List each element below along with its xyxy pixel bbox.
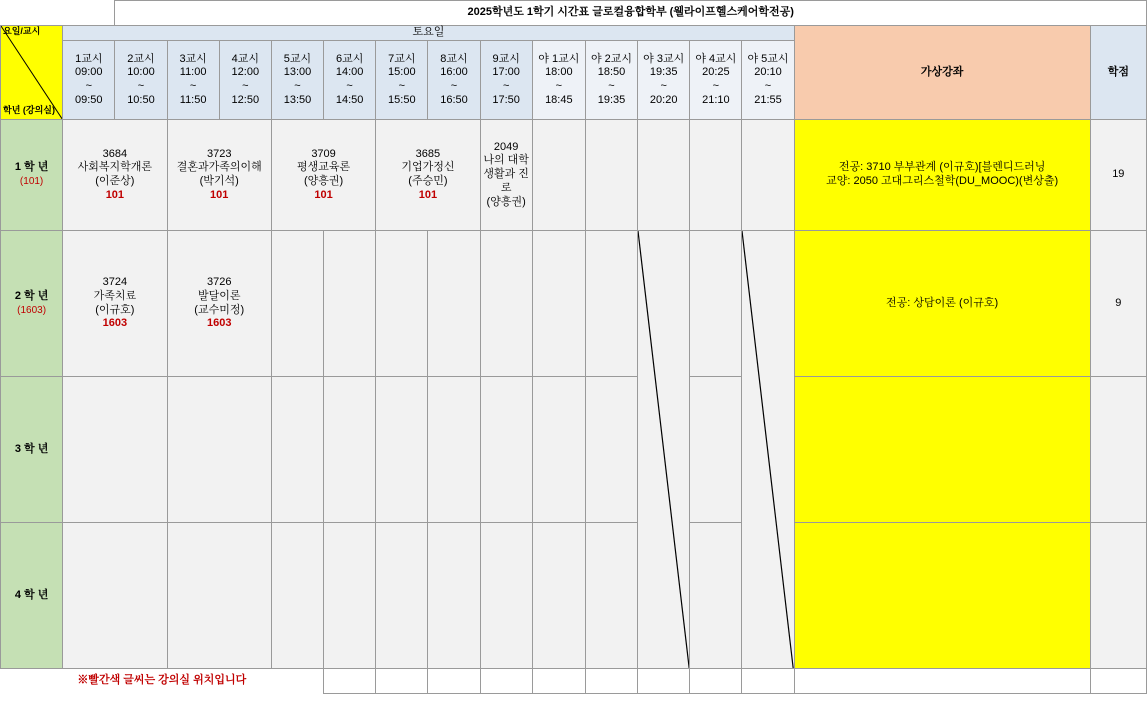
period-header-4: 4교시 12:00 ~ 12:50 — [219, 41, 271, 120]
table-row — [1, 377, 1147, 523]
note-spacer — [428, 669, 480, 694]
empty-cell — [742, 120, 794, 231]
note-spacer — [585, 669, 637, 694]
grade-room: (101) — [19, 176, 44, 187]
period-header-night-2: 야 2교시 18:50 ~ 19:35 — [585, 41, 637, 120]
class-name: 가족치료 — [93, 289, 137, 302]
period-header-6: 6교시 14:00 ~ 14:50 — [324, 41, 376, 120]
period-end: 11:50 — [179, 93, 207, 106]
table-row — [1, 523, 1147, 669]
period-name: 야 3교시 — [643, 52, 685, 65]
note-spacer — [1090, 669, 1146, 694]
empty-cell — [63, 523, 167, 669]
period-end: 16:50 — [440, 93, 468, 106]
period-start: 13:00 — [283, 66, 312, 79]
period-start: 11:00 — [179, 66, 207, 79]
virtual-lecture-cell — [794, 377, 1090, 523]
night-blocked-cell — [638, 231, 690, 669]
period-name: 야 1교시 — [538, 52, 580, 65]
period-start: 18:50 — [597, 66, 626, 79]
grade-text: 2 학 년 — [14, 289, 49, 302]
class-professor: (주승민) — [408, 175, 448, 187]
period-end: 18:45 — [545, 93, 573, 106]
grade-text: 3 학 년 — [14, 442, 49, 455]
grade-label-1 — [1, 120, 63, 231]
class-code: 3723 — [206, 147, 232, 160]
period-header-1: 1교시 09:00 ~ 09:50 — [63, 41, 115, 120]
note-spacer — [532, 669, 585, 694]
class-code: 3726 — [206, 276, 232, 288]
period-header-night-5: 야 5교시 20:10 ~ 21:55 — [742, 41, 794, 120]
period-end: 14:50 — [335, 93, 364, 106]
class-code: 3709 — [311, 147, 336, 160]
credit-cell — [1090, 523, 1146, 669]
empty-cell — [585, 377, 637, 523]
period-start: 14:00 — [335, 66, 364, 79]
period-name: 9교시 — [492, 52, 520, 65]
class-cell — [63, 120, 167, 231]
period-name: 2교시 — [127, 52, 155, 65]
period-name: 1교시 — [75, 52, 103, 65]
virtual-lecture-cell — [794, 231, 1090, 377]
period-name: 7교시 — [388, 52, 416, 65]
class-code: 2049 — [493, 140, 519, 153]
class-code: 3684 — [102, 147, 128, 160]
period-end: 19:35 — [597, 93, 626, 106]
credit-cell: 19 — [1090, 120, 1146, 231]
corner-grade-label: 학년 (강의실) — [3, 105, 55, 116]
empty-cell — [480, 377, 532, 523]
class-name: 나의 대학생활과 진로 — [483, 154, 529, 194]
period-header-night-1: 야 1교시 18:00 ~ 18:45 — [532, 41, 585, 120]
class-professor: (이규호) — [95, 303, 135, 316]
empty-cell — [428, 523, 480, 669]
class-name: 사회복지학개론 — [77, 161, 153, 174]
class-cell — [480, 120, 532, 231]
period-name: 8교시 — [440, 52, 468, 65]
day-header-row — [1, 26, 1147, 41]
period-start: 12:00 — [231, 66, 260, 79]
empty-cell — [480, 231, 532, 377]
note-spacer — [480, 669, 532, 694]
note-row — [1, 669, 1147, 694]
period-start: 16:00 — [440, 66, 468, 79]
period-start: 18:00 — [545, 66, 573, 79]
period-header-3: 3교시 11:00 ~ 11:50 — [167, 41, 219, 120]
empty-cell — [690, 231, 742, 377]
empty-cell — [532, 523, 585, 669]
diagonal-line-icon — [638, 231, 689, 668]
note-spacer — [638, 669, 690, 694]
period-header-night-4: 야 4교시 20:25 ~ 21:10 — [690, 41, 742, 120]
night-blocked-cell — [742, 231, 794, 669]
title-spacer — [1, 1, 115, 26]
empty-cell — [585, 120, 637, 231]
class-professor: (교수미정) — [194, 303, 245, 316]
period-name: 4교시 — [231, 52, 259, 65]
period-name: 야 5교시 — [747, 52, 789, 65]
period-start: 09:00 — [75, 66, 103, 79]
period-start: 20:10 — [754, 66, 782, 79]
class-cell — [271, 120, 375, 231]
empty-cell — [690, 523, 742, 669]
page-title: 2025학년도 1학기 시간표 글로컬융합학부 (웰라이프헬스케어학전공) — [115, 1, 1147, 26]
empty-cell — [585, 523, 637, 669]
period-end: 12:50 — [231, 93, 260, 106]
period-header-2: 2교시 10:00 ~ 10:50 — [115, 41, 167, 120]
class-cell — [63, 231, 167, 377]
empty-cell — [167, 523, 271, 669]
empty-cell — [376, 523, 428, 669]
note-spacer — [690, 669, 742, 694]
virtual-lecture-cell — [794, 120, 1090, 231]
empty-cell — [376, 377, 428, 523]
class-room: 101 — [314, 188, 333, 201]
grade-label-3 — [1, 377, 63, 523]
empty-cell — [63, 377, 167, 523]
period-end: 09:50 — [75, 93, 103, 106]
note-spacer — [742, 669, 794, 694]
table-row — [1, 120, 1147, 231]
day-label: 토요일 — [63, 26, 794, 41]
period-header-8: 8교시 16:00 ~ 16:50 — [428, 41, 480, 120]
credit-cell: 9 — [1090, 231, 1146, 377]
credit-cell — [1090, 377, 1146, 523]
virtual-general: 교양: 2050 고대그리스철학(DU_MOOC)(변상출) — [826, 175, 1059, 187]
empty-cell — [428, 231, 480, 377]
period-end: 10:50 — [127, 93, 155, 106]
class-name: 기업가정신 — [401, 161, 455, 174]
class-name: 평생교육론 — [296, 161, 351, 174]
virtual-major: 전공: 상담이론 (이규호) — [886, 296, 999, 309]
empty-cell — [532, 231, 585, 377]
period-start: 20:25 — [702, 66, 730, 79]
period-start: 10:00 — [127, 66, 155, 79]
class-cell — [167, 120, 271, 231]
empty-cell — [167, 377, 271, 523]
period-header-night-3: 야 3교시 19:35 ~ 20:20 — [638, 41, 690, 120]
class-room: 101 — [418, 188, 438, 201]
virtual-lecture-cell — [794, 523, 1090, 669]
empty-cell — [324, 231, 376, 377]
empty-cell — [690, 120, 742, 231]
empty-cell — [324, 523, 376, 669]
note-spacer — [794, 669, 1090, 694]
period-name: 3교시 — [179, 52, 207, 65]
class-cell — [376, 120, 480, 231]
class-professor: (양흥권) — [303, 175, 344, 187]
empty-cell — [532, 377, 585, 523]
period-end: 20:20 — [649, 93, 678, 106]
title-row — [1, 1, 1147, 26]
class-room: 1603 — [206, 317, 232, 330]
virtual-lecture-header: 가상강좌 — [794, 26, 1090, 120]
grade-room: (1603) — [17, 304, 47, 316]
grade-text: 4 학 년 — [14, 588, 49, 601]
empty-cell — [480, 523, 532, 669]
period-name: 6교시 — [335, 52, 364, 65]
period-name: 5교시 — [283, 52, 312, 65]
empty-cell — [638, 120, 690, 231]
empty-cell — [428, 377, 480, 523]
period-header-5: 5교시 13:00 ~ 13:50 — [271, 41, 323, 120]
class-professor: (양흥권) — [486, 195, 526, 208]
period-name: 야 4교시 — [695, 52, 737, 65]
grade-text: 1 학 년 — [14, 161, 49, 174]
class-room: 101 — [210, 188, 229, 201]
class-professor: (박기석) — [199, 175, 239, 187]
period-header-9: 9교시 17:00 ~ 17:50 — [480, 41, 532, 120]
note-spacer — [324, 669, 376, 694]
empty-cell — [324, 377, 376, 523]
class-room: 101 — [105, 188, 125, 201]
empty-cell — [271, 523, 323, 669]
empty-cell — [271, 231, 323, 377]
period-end: 21:10 — [702, 93, 730, 106]
period-end: 21:55 — [754, 93, 782, 106]
class-name: 결혼과가족의이해 — [176, 161, 262, 174]
class-professor: (이준상) — [95, 175, 135, 187]
class-name: 발달이론 — [197, 289, 241, 302]
note-spacer — [376, 669, 428, 694]
grade-label-2 — [1, 231, 63, 377]
class-code: 3724 — [102, 276, 128, 288]
empty-cell — [585, 231, 637, 377]
period-end: 15:50 — [388, 93, 416, 106]
period-name: 야 2교시 — [590, 52, 633, 65]
period-start: 15:00 — [388, 66, 416, 79]
credit-header: 학점 — [1090, 26, 1146, 120]
empty-cell — [532, 120, 585, 231]
period-header-7: 7교시 15:00 ~ 15:50 — [376, 41, 428, 120]
empty-cell — [271, 377, 323, 523]
grade-label-4 — [1, 523, 63, 669]
diagonal-line-icon — [742, 231, 793, 668]
table-row — [1, 231, 1147, 377]
empty-cell — [690, 377, 742, 523]
period-end: 13:50 — [283, 93, 312, 106]
corner-day-label: 요일/교시 — [3, 26, 41, 36]
class-room: 1603 — [102, 317, 128, 330]
virtual-major: 전공: 3710 부부관계 (이규호)[블렌디드러닝 — [838, 161, 1046, 174]
period-start: 19:35 — [649, 66, 678, 79]
period-start: 17:00 — [492, 66, 520, 79]
corner-header — [1, 26, 63, 120]
class-code: 3685 — [415, 147, 441, 160]
class-cell — [167, 231, 271, 377]
note-text: ※빨간색 글씨는 강의실 위치입니다 — [1, 669, 324, 694]
empty-cell — [376, 231, 428, 377]
period-end: 17:50 — [492, 93, 520, 106]
